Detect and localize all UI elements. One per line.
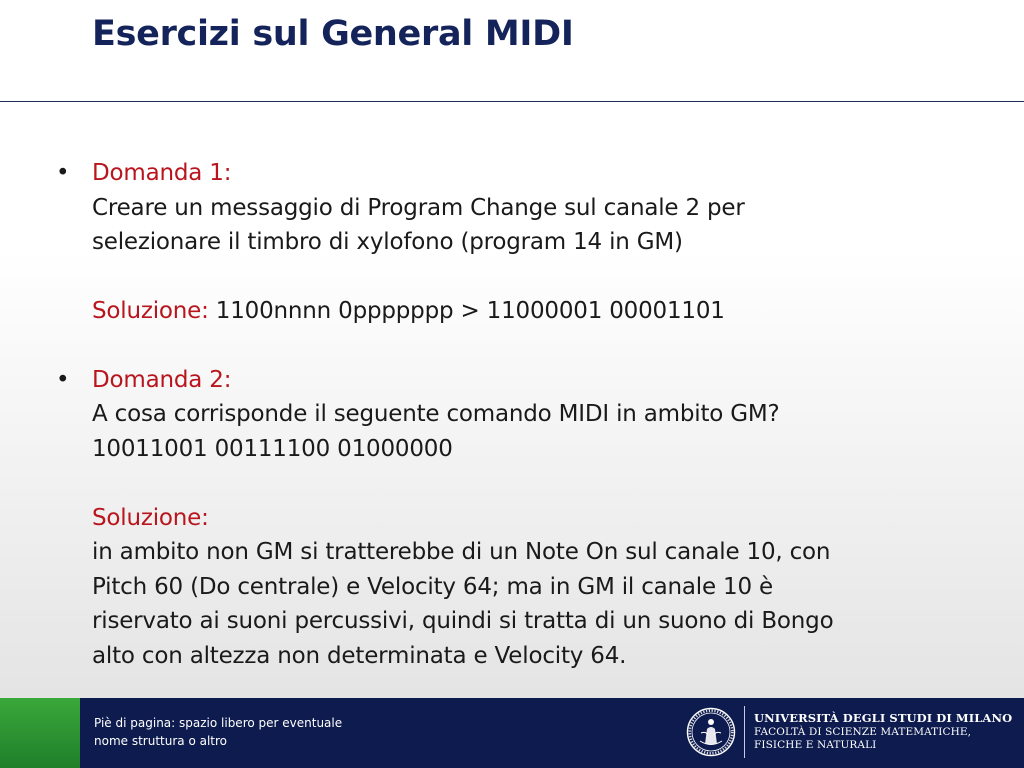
solution-text-line: Pitch 60 (Do centrale) e Velocity 64; ma in GM il canale 10 è (92, 573, 773, 600)
footer-text-line: Piè di pagina: spazio libero per eventuale (94, 716, 343, 730)
faculty-name-line: FACOLTÀ DI SCIENZE MATEMATICHE, (754, 726, 972, 738)
bullet-icon: • (56, 366, 70, 393)
solution-text-line: in ambito non GM si tratterebbe di un Note On sul canale 10, con (92, 539, 831, 565)
solution-text-line: riservato ai suoni percussivi, quindi si tratta di un suono di Bongo (92, 608, 834, 634)
question-text-line: 10011001 00111100 01000000 (92, 435, 453, 462)
faculty-name-line: FISICHE E NATURALI (754, 739, 877, 751)
title-divider (0, 101, 1024, 102)
university-seal-icon (686, 707, 736, 757)
footer-text-line: nome struttura o altro (94, 734, 228, 748)
slide-title: Esercizi sul General MIDI (92, 14, 574, 54)
footer-text (94, 714, 342, 750)
bullet-icon: • (56, 160, 70, 186)
footer-green-block (0, 698, 80, 768)
question-item (56, 363, 956, 674)
solution-label: Soluzione: (92, 504, 209, 531)
question-item (56, 156, 956, 329)
university-name: UNIVERSITÀ DEGLI STUDI DI MILANO (754, 711, 1013, 725)
question-text-line: selezionare il timbro di xylofono (program 14 in GM) (92, 229, 683, 255)
spacer (92, 260, 956, 295)
question-text-line: Creare un messaggio di Program Change sul canale 2 per (92, 194, 745, 221)
question-text-line: A cosa corrisponde il seguente comando MIDI in ambito GM? (92, 401, 780, 427)
question-heading: Domanda 1: (92, 160, 232, 186)
university-logo-text (754, 710, 1012, 752)
solution-label: Soluzione: (92, 298, 209, 324)
solution-text: 1100nnnn 0ppppppp > 11000001 00001101 (215, 298, 725, 324)
slide-content (56, 156, 956, 673)
solution-line (92, 294, 956, 329)
question-heading: Domanda 2: (92, 366, 232, 393)
solution-text-line: alto con altezza non determinata e Velocity 64. (92, 642, 627, 669)
spacer (92, 466, 956, 501)
footer-bar (0, 698, 1024, 768)
logo-divider (744, 706, 745, 758)
